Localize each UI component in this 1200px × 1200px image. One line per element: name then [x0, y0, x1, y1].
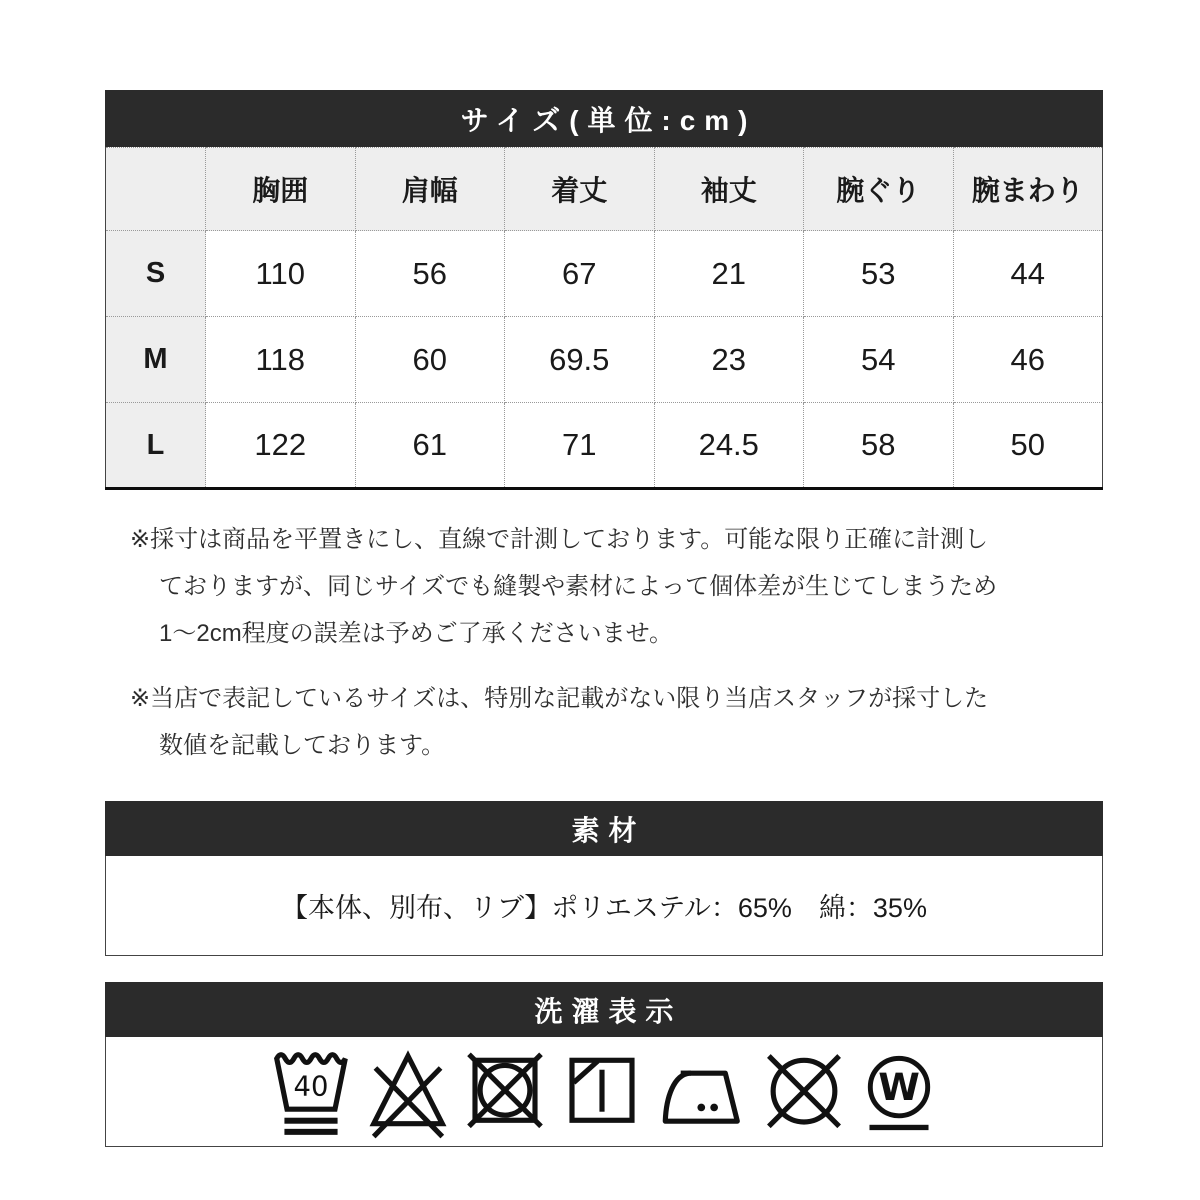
note-staff-measured — [130, 675, 1060, 769]
wash-temp-label: 40 — [293, 1070, 329, 1102]
size-value-cell: 67 — [505, 231, 655, 317]
size-row-s — [106, 231, 1103, 317]
column-header-arm-width: 腕まわり — [953, 148, 1103, 231]
size-value-cell: 46 — [953, 317, 1103, 403]
material-section-title: 素材 — [571, 814, 646, 846]
wet-clean-gentle-icon — [858, 1044, 940, 1140]
line-dry-in-shade-icon — [559, 1044, 645, 1140]
laundry-section — [105, 982, 1103, 1147]
iron-medium-heat-icon — [656, 1044, 750, 1140]
material-section-header — [105, 801, 1103, 856]
size-value-cell: 69.5 — [505, 317, 655, 403]
size-value-cell: 71 — [505, 403, 655, 489]
size-section-header — [105, 90, 1103, 147]
size-table-header-row — [106, 148, 1103, 231]
size-table — [105, 147, 1103, 490]
size-value-cell: 50 — [953, 403, 1103, 489]
do-not-tumble-dry-icon — [462, 1044, 548, 1140]
material-text: 【本体、別布、リブ】ポリエステル：65% 綿：35% — [281, 893, 927, 923]
note-line: ※採寸は商品を平置きにし、直線で計測しております。可能な限り正確に計測し — [130, 526, 989, 553]
laundry-section-header — [105, 982, 1103, 1037]
size-value-cell: 53 — [804, 231, 954, 317]
column-header-armhole: 腕ぐり — [804, 148, 954, 231]
do-not-bleach-icon — [365, 1044, 451, 1140]
laundry-symbols-box — [105, 1037, 1103, 1147]
size-value-cell: 23 — [654, 317, 804, 403]
column-header-length: 着丈 — [505, 148, 655, 231]
size-table-section — [105, 90, 1103, 490]
size-value-cell: 118 — [206, 317, 356, 403]
size-value-cell: 54 — [804, 317, 954, 403]
column-header-chest: 胸囲 — [206, 148, 356, 231]
size-row-label: M — [106, 317, 206, 403]
do-not-dry-clean-icon — [761, 1044, 847, 1140]
corner-cell — [106, 148, 206, 231]
size-row-label: L — [106, 403, 206, 489]
note-measurement-accuracy — [130, 516, 1060, 657]
note-line: ※当店で表記しているサイズは、特別な記載がない限り当店スタッフが採寸した — [130, 685, 989, 712]
size-value-cell: 21 — [654, 231, 804, 317]
size-value-cell: 110 — [206, 231, 356, 317]
size-value-cell: 122 — [206, 403, 356, 489]
size-value-cell: 44 — [953, 231, 1103, 317]
size-row-l — [106, 403, 1103, 489]
size-value-cell: 56 — [355, 231, 505, 317]
note-line: 1〜2cm程度の誤差は予めご了承くださいませ。 — [159, 620, 673, 647]
size-value-cell: 61 — [355, 403, 505, 489]
size-row-m — [106, 317, 1103, 403]
note-line: ておりますが、同じサイズでも縫製や素材によって個体差が生じてしまうため — [159, 573, 998, 600]
laundry-section-title: 洗濯表示 — [534, 995, 683, 1027]
column-header-sleeve: 袖丈 — [654, 148, 804, 231]
wetclean-letter: W — [878, 1064, 920, 1109]
size-spec-sheet — [105, 0, 1103, 1147]
size-row-label: S — [106, 231, 206, 317]
size-section-title: サイズ(単位:cm) — [460, 104, 757, 136]
wash-40-gentle-icon — [268, 1044, 354, 1140]
column-header-shoulder: 肩幅 — [355, 148, 505, 231]
measurement-notes — [130, 516, 1060, 769]
size-value-cell: 24.5 — [654, 403, 804, 489]
material-section — [105, 801, 1103, 956]
note-line: 数値を記載しております。 — [159, 732, 446, 759]
size-value-cell: 60 — [355, 317, 505, 403]
size-value-cell: 58 — [804, 403, 954, 489]
material-text-box — [105, 856, 1103, 956]
